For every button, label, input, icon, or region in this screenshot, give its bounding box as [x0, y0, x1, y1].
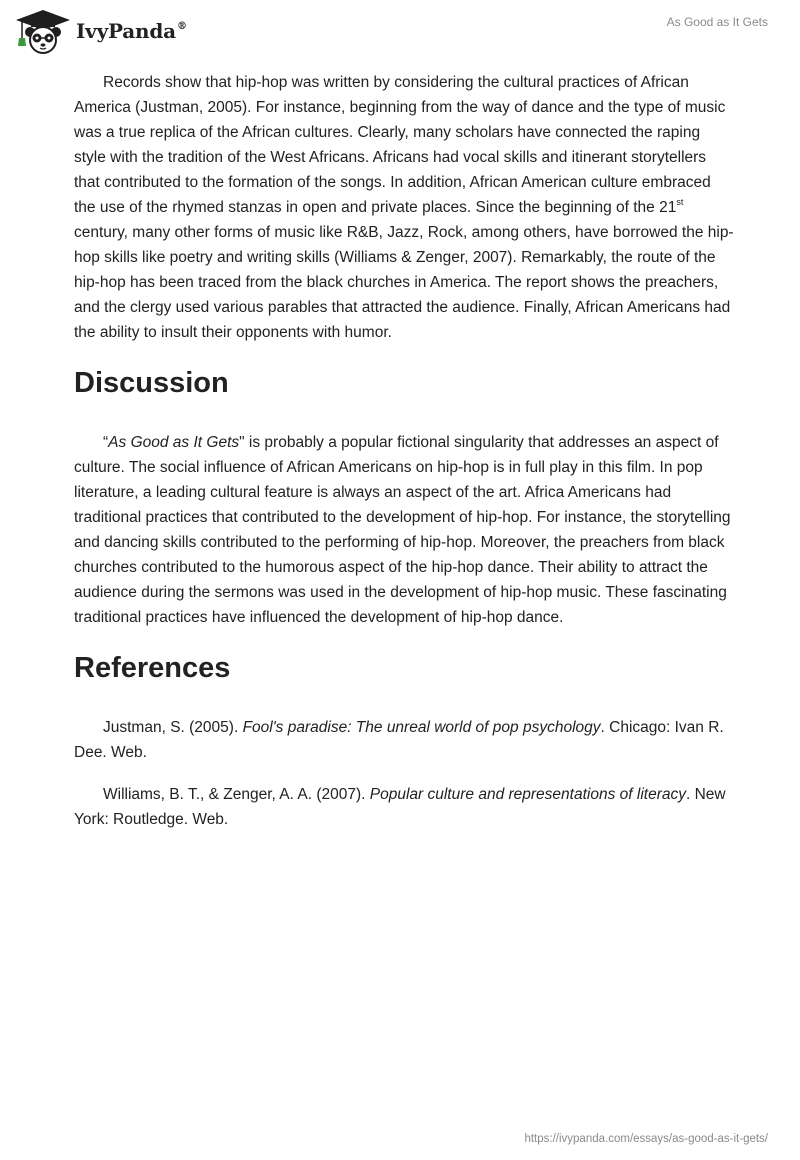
paragraph-discussion: “As Good as It Gets" is probably a popular fictional singularity that addresses an aspect of culture. The social influence of African Americans on hip-hop is in full play in this film. In pop literature, a leading cultural feature is always an aspect of the art. Africa Americans had traditional practices that contributed to the development of hip-hop. For instance, the storytelling and dancing skills contributed to the performing of hip-hop. Moreover, the preachers from black churches contributed to the humorous aspect of the hip-hop dance. Their ability to attract the audience during the sermons was used in the development of hip-hop music. These fascinating traditional practices have influenced the development of hip-hop dance.: [74, 434, 731, 626]
reference-item: Justman, S. (2005). Fool's paradise: The unreal world of pop psychology. Chicago: Ivan R. Dee. Web.: [74, 719, 724, 761]
reference-item: Williams, B. T., & Zenger, A. A. (2007). Popular culture and representations of literacy. New York: Routledge. Web.: [74, 786, 726, 828]
source-url-link[interactable]: https://ivypanda.com/essays/as-good-as-it-gets/: [524, 1133, 768, 1145]
logo-text: IvyPanda®: [76, 19, 187, 43]
document-title: As Good as It Gets: [666, 15, 768, 29]
discussion-heading: Discussion: [74, 367, 229, 399]
panda-graduate-icon: [14, 8, 72, 54]
registered-mark: ®: [176, 21, 187, 32]
page-header: [0, 0, 800, 60]
paragraph-origins: Records show that hip-hop was written by considering the cultural practices of African America (Justman, 2005). For instance, beginning from the way of dance and the type of music was a true replica of the African cultures. Clearly, many scholars have connected the raping style with the tradition of the West Africans. Africans had vocal skills and itinerant storytellers that contributed to the formation of the songs. In addition, African American culture embraced the use of the rhymed stanzas in open and private places. Since the beginning of the 21st century, many other forms of music like R&B, Jazz, Rock, among others, have borrowed the hip-hop skills like poetry and writing skills (Williams & Zenger, 2007). Remarkably, the route of the hip-hop has been traced from the black churches in America. The report shows the preachers, and the clergy used various parables that attracted the audience. Finally, African Americans had the ability to insult their opponents with humor.: [74, 74, 734, 341]
references-heading: References: [74, 652, 231, 684]
essay-content: [74, 70, 734, 849]
ivypanda-logo[interactable]: [14, 8, 187, 54]
film-title: As Good as It Gets: [108, 434, 240, 451]
